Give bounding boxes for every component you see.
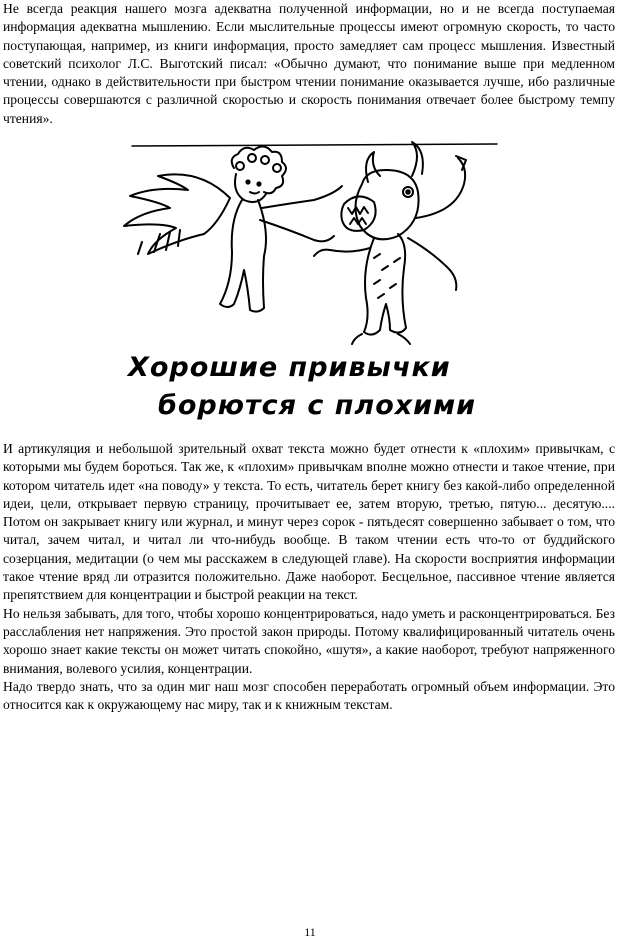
angel-figure bbox=[124, 146, 342, 311]
caption-line-2: борются с плохими bbox=[158, 390, 477, 421]
page-number: 11 bbox=[304, 925, 316, 939]
body-paragraph-1: И артикуляция и небольшой зрительный охват текста можно будет отнести к «плохим» привычкам, с которыми мы будем бороться. Так же, к «плохим» привычкам вполне можно отнести и такое чтение, при котором читатель идет «на поводу» у текста. То есть, читатель берет книгу без какой-либо определенной идеи, цели, открывает первую страницу, прочитывает ее, затем вторую, третью, пятую... десятую.... Потом он закрывает книгу или журнал, и минут через сорок - пятьдесят совершенно забывает о том, что читал, зачем читал, и читал ли что-нибудь вообще. В таком чтении есть что-то от буддийского созерцания, медитации (о чем мы расскажем в следующей главе). На скорости восприятия информации такое чтение вряд ли отразится положительно. Даже наоборот. Бесцельное, пассивное чтение является препятствием для концентрации и быстрой реакции на текст. bbox=[3, 441, 615, 603]
drawing-svg bbox=[112, 138, 512, 428]
body-paragraph-2: Но нельзя забывать, для того, чтобы хорошо концентрироваться, надо уметь и расконцентрироваться. Без расслабления нет напряжения. Это простой закон природы. Потому квалифицированный читатель очень хорошо знает какие тексты он может читать спокойно, «шутя», а какие наоборот, требуют напряженного внимания, волевого усилия, концентрации. bbox=[3, 605, 615, 676]
body-paragraph-3: Надо твердо знать, что за один миг наш мозг способен переработать огромный объем информации. Это относится как к окружающему нас миру, так и к книжным текстам. bbox=[3, 678, 615, 713]
intro-paragraph-block bbox=[3, 0, 615, 128]
illustration-angel-vs-devil bbox=[112, 138, 512, 428]
main-paragraph-block bbox=[3, 440, 615, 714]
caption-line-1: Хорошие привычки bbox=[128, 352, 451, 383]
intro-paragraph: Не всегда реакция нашего мозга адекватна полученной информации, но и не всегда поступаемая информация адекватна мышлению. Если мыслительные процессы имеют огромную скорость, то часто поступающая, например, из книги информация, просто замедляет сам процесс мышления. Известный советский психолог Л.С. Выготский писал: «Обычно думают, что понимание выше при медленном чтении, однако в действительности при быстром чтении понимание оказывается лучше, ибо различные процессы совершаются с различной скоростью и скорость понимания отвечает более быстрому темпу чтения». bbox=[3, 1, 615, 126]
devil-figure bbox=[314, 142, 466, 344]
